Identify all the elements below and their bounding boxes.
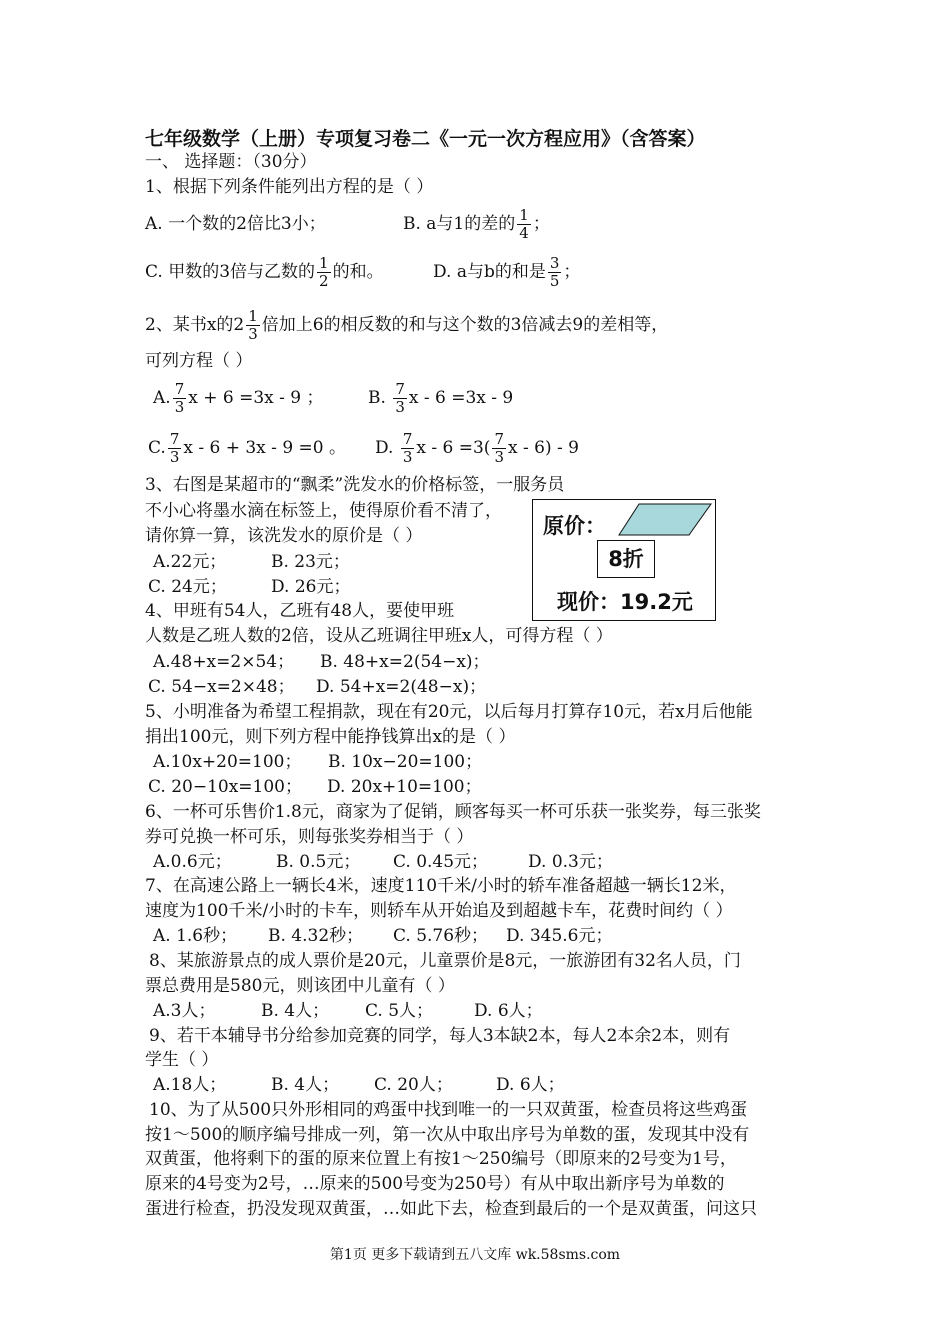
q4-stem-line1: 4、甲班有54人，乙班有48人，要使甲班	[145, 601, 455, 621]
q4-option-a: A.48+x=2×54；	[153, 652, 295, 672]
q6-stem-line2: 券可兑换一杯可乐，则每张奖券相当于（ ）	[145, 827, 474, 847]
q3-option-c: C. 24元；	[148, 577, 227, 597]
q5-option-b: B. 10x−20=100；	[328, 752, 483, 772]
q1-option-c: C. 甲数的3倍与乙数的 $\frac{1}{2}$ 的和。	[145, 253, 384, 290]
q5-stem-line1: 5、小明准备为希望工程捐款，现在有20元，以后每月打算存10元，若x月后他能	[145, 702, 753, 722]
q5-option-a: A.10x+20=100；	[153, 752, 302, 772]
q1-option-a: A. 一个数的2倍比3小；	[145, 214, 326, 234]
fraction: $\frac{1}{4}$	[519, 205, 529, 242]
q10-stem-line1: 10、为了从500只外形相同的鸡蛋中找到唯一的一只双黄蛋，检查员将这些鸡蛋	[149, 1100, 748, 1120]
q7-option-a: A. 1.6秒；	[153, 926, 238, 946]
mixed-number: 2 $\frac{1}{3}$	[233, 306, 258, 343]
q6-option-d: D. 0.3元；	[528, 852, 613, 872]
q5-option-d: D. 20x+10=100；	[327, 777, 482, 797]
q5-stem-line2: 捐出100元，则下列方程中能挣钱算出x的是（ ）	[145, 727, 516, 747]
q10-stem-line4: 原来的4号变为2号，…原来的500号变为250号）有从中取出新序号为单数的	[145, 1174, 725, 1194]
q9-stem-line1: 9、若干本辅导书分给参加竞赛的同学，每人3本缺2本，每人2本余2本，则有	[149, 1026, 731, 1046]
discount-badge: 8折	[597, 540, 655, 578]
q6-option-a: A.0.6元；	[153, 852, 232, 872]
q7-option-b: B. 4.32秒；	[268, 926, 364, 946]
q8-option-b: B. 4人；	[261, 1001, 330, 1021]
q2-option-d: D. $\frac{7}{3}$ x - 6 =3( $\frac{7}{3}$ x - 6) - 9	[375, 429, 579, 466]
q7-stem-line2: 速度为100千米/小时的卡车，则轿车从开始追及到超越卡车，花费时间约（ ）	[145, 901, 733, 921]
q3-stem-line2: 不小心将墨水滴在标签上，使得原价看不清了，	[145, 501, 502, 521]
current-price-label: 现价：19.2元	[557, 590, 693, 614]
q7-stem-line1: 7、在高速公路上一辆长4米，速度110千米/小时的轿车准备超越一辆长12米，	[145, 876, 737, 896]
fraction: $\frac{1}{2}$	[319, 253, 329, 290]
q4-option-b: B. 48+x=2(54−x)；	[320, 652, 490, 672]
q2-option-c: C. $\frac{7}{3}$ x - 6 + 3x - 9 =0 。	[148, 429, 347, 466]
q6-option-b: B. 0.5元；	[276, 852, 361, 872]
q8-option-d: D. 6人；	[474, 1001, 543, 1021]
q6-stem-line1: 6、一杯可乐售价1.8元，商家为了促销，顾客每买一杯可乐获一张奖券，每三张奖	[145, 802, 761, 822]
q10-stem-line3: 双黄蛋，他将剩下的蛋的原来位置上有按1～250编号（即原来的2号变为1号，	[145, 1149, 737, 1169]
q4-option-d: D. 54+x=2(48−x)；	[316, 677, 487, 697]
q7-option-c: C. 5.76秒；	[393, 926, 489, 946]
fraction: $\frac{7}{3}$	[395, 379, 405, 416]
q2-stem-line2: 可列方程（ ）	[145, 351, 253, 371]
page-title: 七年级数学（上册）专项复习卷二《一元一次方程应用》（含答案）	[145, 128, 706, 150]
q8-option-c: C. 5人；	[365, 1001, 434, 1021]
q2-option-b: B. $\frac{7}{3}$ x - 6 =3x - 9	[368, 379, 514, 416]
q8-option-a: A.3人；	[153, 1001, 216, 1021]
q2-option-a: A. $\frac{7}{3}$ x + 6 =3x - 9 ；	[153, 379, 324, 416]
fraction: $\frac{3}{5}$	[549, 253, 560, 290]
q9-stem-line2: 学生（ ）	[145, 1050, 219, 1070]
q3-stem-line3: 请你算一算，该洗发水的原价是（ ）	[145, 526, 423, 546]
q1-option-b: B. a与1的差的 $\frac{1}{4}$ ；	[403, 205, 550, 242]
q10-stem-line5: 蛋进行检查，扔没发现双黄蛋，…如此下去，检查到最后的一个是双黄蛋，问这只	[145, 1199, 757, 1219]
q5-option-c: C. 20−10x=100；	[148, 777, 302, 797]
q4-stem-line2: 人数是乙班人数的2倍，设从乙班调往甲班x人，可得方程（ ）	[145, 626, 613, 646]
fraction: $\frac{7}{3}$	[174, 379, 185, 416]
q3-option-b: B. 23元；	[271, 552, 350, 572]
q3-stem-line1: 3、右图是某超市的“飘柔”洗发水的价格标签，一服务员	[145, 475, 565, 495]
section-heading: 一、 选择题：（30分）	[145, 152, 317, 172]
q4-option-c: C. 54−x=2×48；	[148, 677, 295, 697]
fraction: $\frac{7}{3}$	[402, 429, 413, 466]
price-tag	[532, 499, 716, 621]
q3-option-d: D. 26元；	[271, 577, 351, 597]
q10-stem-line2: 按1～500的顺序编号排成一列，第一次从中取出序号为单数的蛋，发现其中没有	[145, 1125, 750, 1145]
q9-option-a: A.18人；	[153, 1075, 227, 1095]
q9-option-c: C. 20人；	[374, 1075, 453, 1095]
fraction: $\frac{7}{3}$	[494, 429, 504, 466]
q3-option-a: A.22元；	[153, 552, 227, 572]
q8-stem-line2: 票总费用是580元，则该团中儿童有（ ）	[145, 976, 455, 996]
page-footer: 第1页 更多下载请到五八文库 wk.58sms.com	[329, 1247, 621, 1263]
original-price-label: 原价：	[543, 514, 606, 538]
q2-stem: 2、某书x的 2 $\frac{1}{3}$ 倍加上6的相反数的和与这个数的3倍减去9的差相等，	[145, 306, 669, 343]
ink-blot	[617, 502, 713, 538]
q6-option-c: C. 0.45元；	[393, 852, 489, 872]
q9-option-b: B. 4人；	[271, 1075, 340, 1095]
q7-option-d: D. 345.6元；	[506, 926, 613, 946]
q1-option-d: D. a与b的和是 $\frac{3}{5}$ ；	[433, 253, 581, 290]
q1-stem: 1、根据下列条件能列出方程的是（ ）	[145, 177, 434, 197]
q8-stem-line1: 8、某旅游景点的成人票价是20元，儿童票价是8元，一旅游团有32名人员，门	[149, 951, 741, 971]
fraction: $\frac{7}{3}$	[169, 429, 180, 466]
q9-option-d: D. 6人；	[496, 1075, 565, 1095]
